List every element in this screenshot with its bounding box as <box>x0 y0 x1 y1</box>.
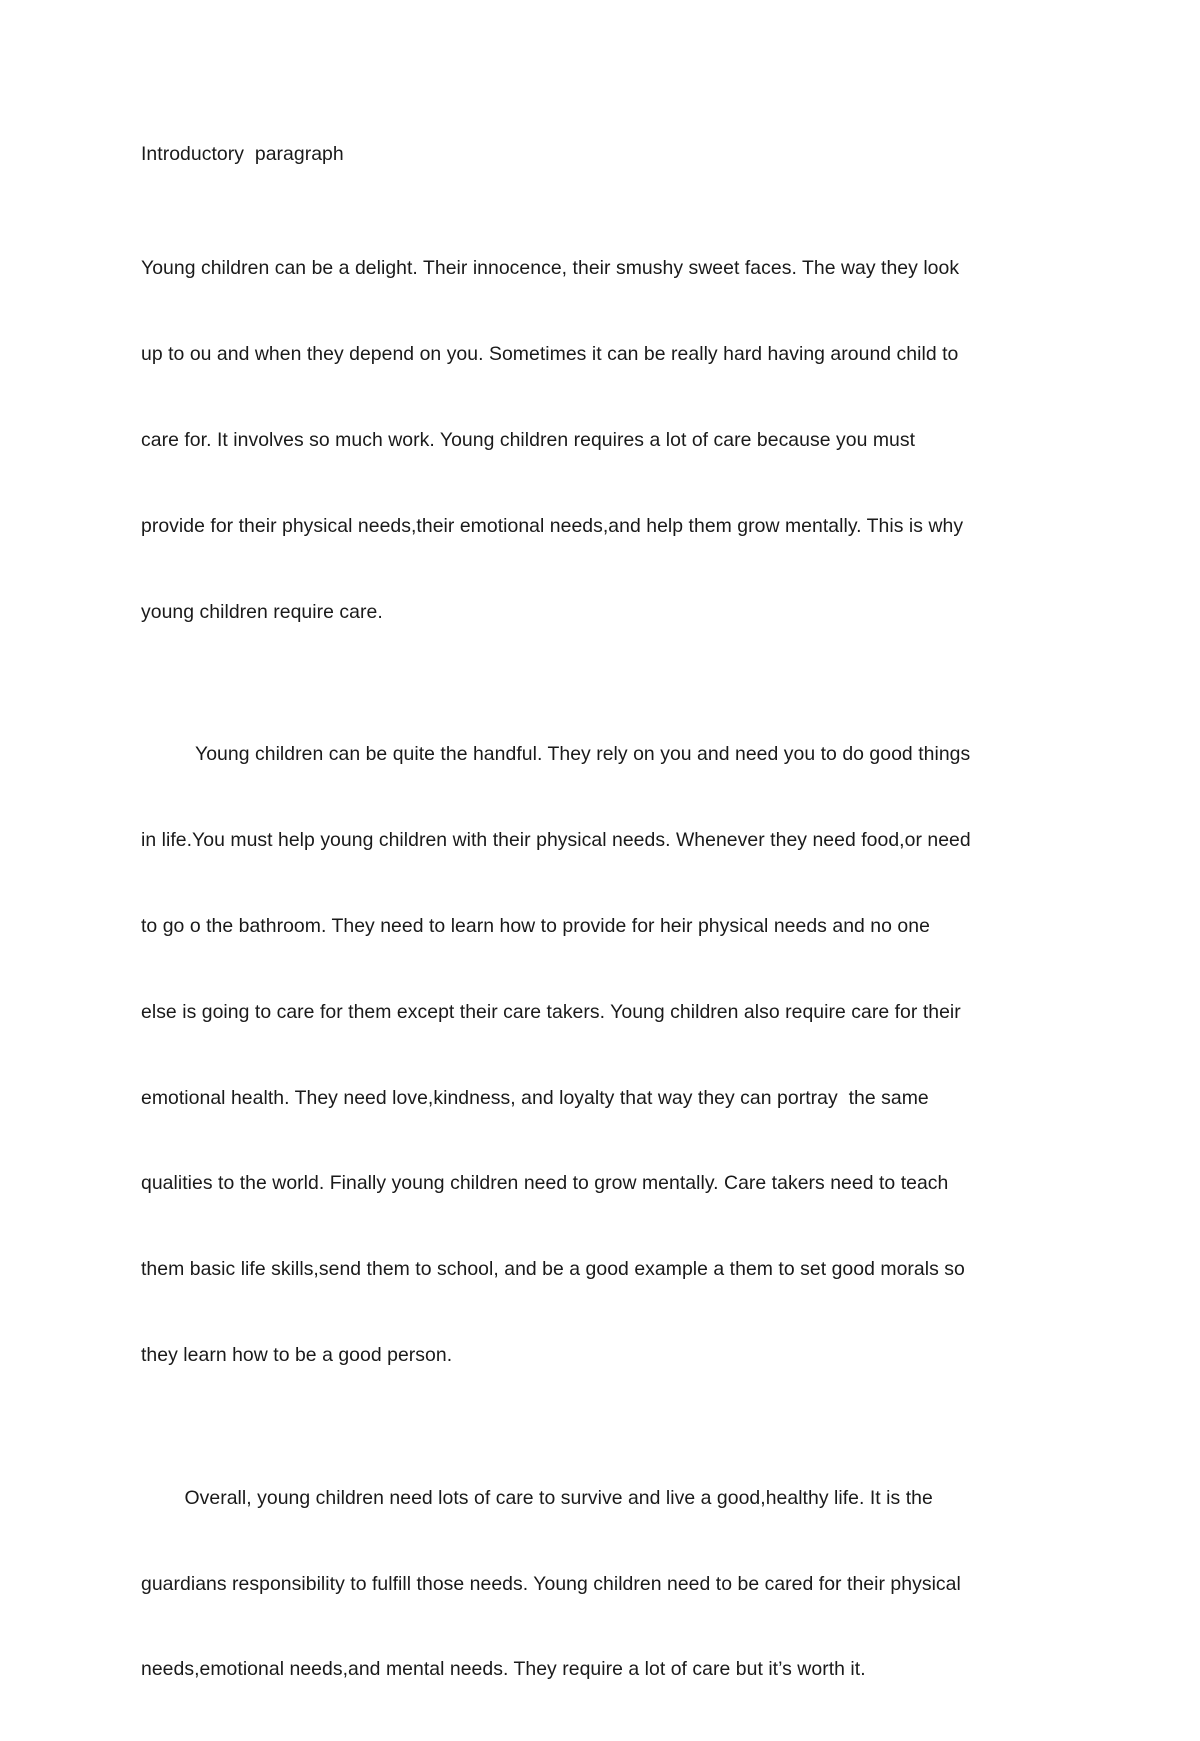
text-line: qualities to the world. Finally young children need to grow mentally. Care takers need to teach <box>141 1172 949 1195</box>
text-line: emotional health. They need love,kindness, and loyalty that way they can portray the same <box>141 1086 929 1109</box>
text-line: young children require care. <box>141 600 383 623</box>
paragraph-intro <box>141 197 1066 683</box>
text-line: care for. It involves so much work. Young children requires a lot of care because you must <box>141 428 916 451</box>
document-heading: Introductory paragraph <box>141 143 344 165</box>
text-line: they learn how to be a good person. <box>141 1343 453 1366</box>
text-line: Young children can be quite the handful. They rely on you and need you to do good things <box>141 743 971 766</box>
text-line: guardians responsibility to fulfill those needs. Young children need to be cared for their physical <box>141 1572 961 1595</box>
text-line: Overall, young children need lots of care to survive and live a good,healthy life. It is the <box>141 1486 933 1509</box>
text-line: in life.You must help young children with their physical needs. Whenever they need food,or need <box>141 829 971 852</box>
paragraph-body <box>141 683 1066 1426</box>
text-line: needs,emotional needs,and mental needs. They require a lot of care but it’s worth it. <box>141 1658 866 1681</box>
blank-line <box>141 169 1066 198</box>
paragraph-conclusion <box>141 1427 1066 1741</box>
text-line: up to ou and when they depend on you. Sometimes it can be really hard having around child to <box>141 343 959 366</box>
text-line: provide for their physical needs,their emotional needs,and help them grow mentally. This is why <box>141 514 964 537</box>
document-body <box>141 140 1066 1741</box>
text-line: to go o the bathroom. They need to learn how to provide for heir physical needs and no one <box>141 915 930 938</box>
text-line: Young children can be a delight. Their innocence, their smushy sweet faces. The way they look <box>141 257 960 280</box>
text-line: them basic life skills,send them to school, and be a good example a them to set good morals so <box>141 1258 965 1281</box>
text-line: else is going to care for them except their care takers. Young children also require care for their <box>141 1000 961 1023</box>
